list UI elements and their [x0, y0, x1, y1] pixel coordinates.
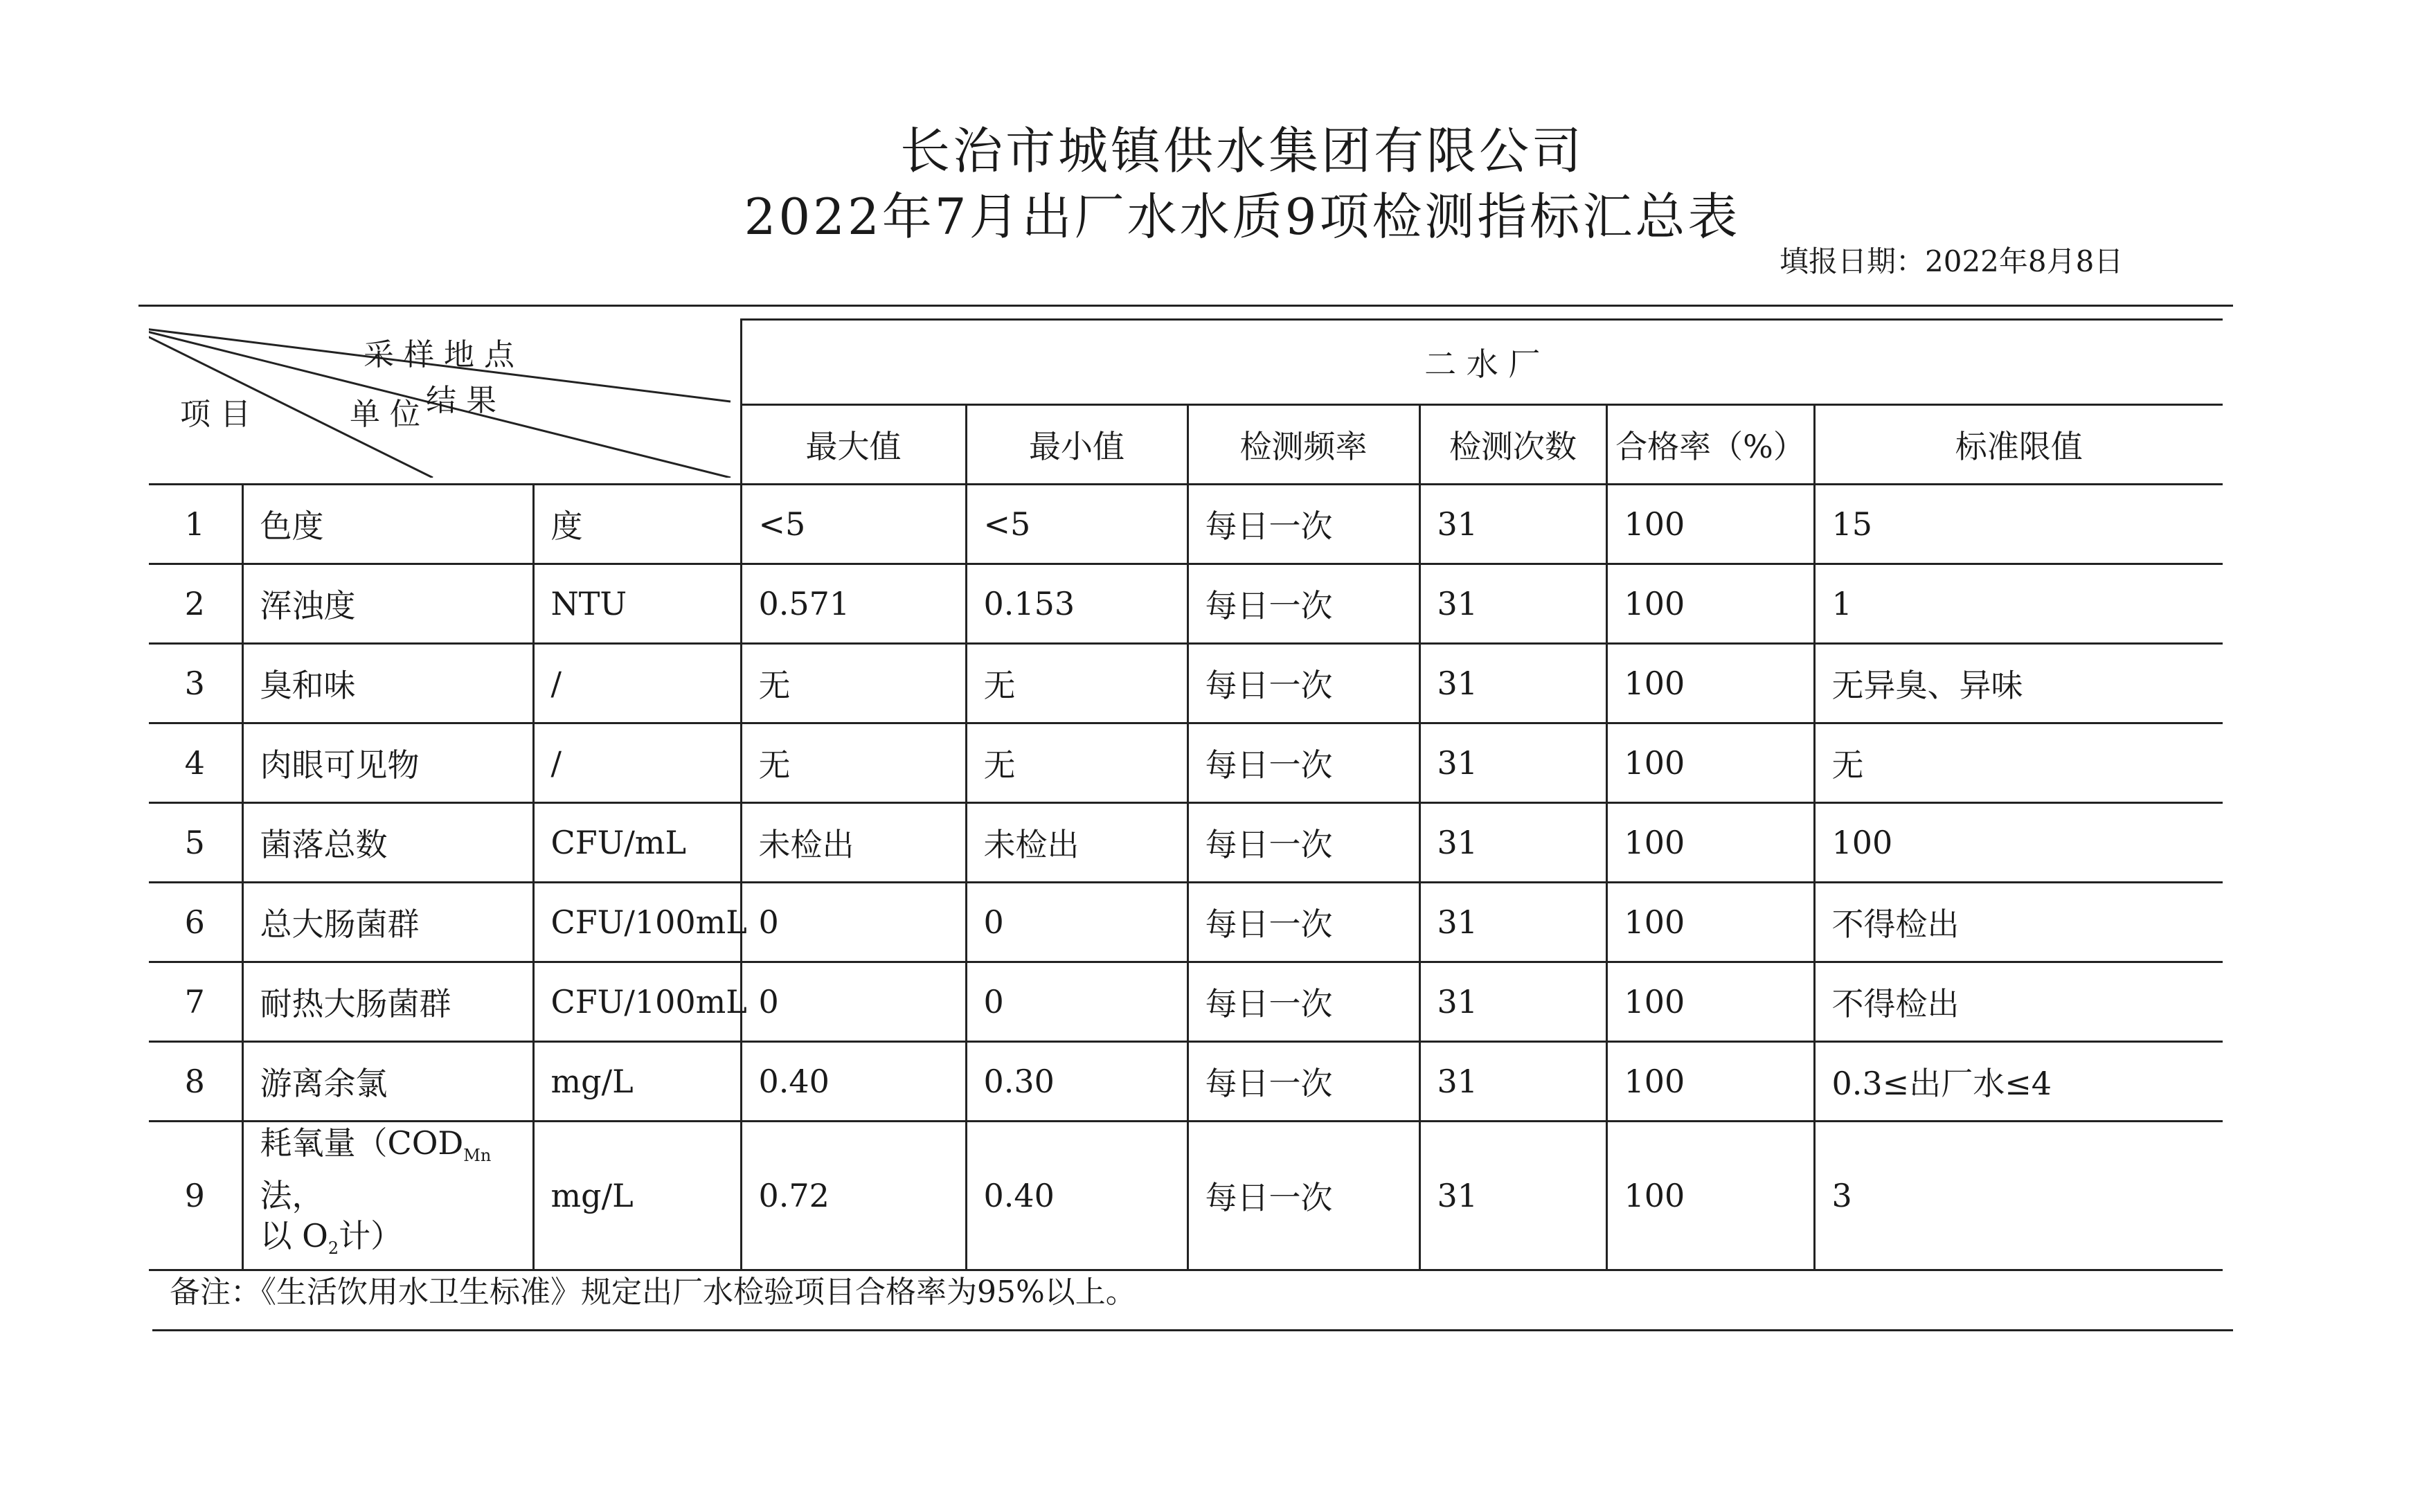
- row-item: 总大肠菌群: [242, 883, 533, 962]
- row-limit: 不得检出: [1814, 962, 2223, 1042]
- col-limit: 标准限值: [1814, 405, 2223, 485]
- table-row: [149, 723, 2223, 803]
- row-rate: 100: [1606, 485, 1814, 564]
- row-freq: 每日一次: [1187, 803, 1419, 883]
- cod-text-c: 以 O: [260, 1217, 328, 1255]
- footnote: 备注：《生活饮用水卫生标准》规定出厂水检验项目合格率为95%以上。: [170, 1275, 1136, 1310]
- row-count: 31: [1419, 564, 1606, 644]
- row-max: 无: [741, 644, 966, 723]
- row-freq: 每日一次: [1187, 644, 1419, 723]
- cod-sub-2: 2: [328, 1239, 339, 1259]
- row-item: 肉眼可见物: [242, 723, 533, 803]
- col-count: 检测次数: [1419, 405, 1606, 485]
- row-freq: 每日一次: [1187, 564, 1419, 644]
- row-count: 31: [1419, 803, 1606, 883]
- row-no: 1: [149, 485, 242, 564]
- table-row: [149, 485, 2223, 564]
- row-item: 游离余氯: [242, 1042, 533, 1122]
- col-freq: 检测频率: [1187, 405, 1419, 485]
- table-row: [149, 1042, 2223, 1122]
- bottom-rule: [152, 1329, 2233, 1331]
- diag-label-unit: 单 位: [350, 396, 420, 432]
- row-count: 31: [1419, 883, 1606, 962]
- row-freq: 每日一次: [1187, 485, 1419, 564]
- row-min: <5: [966, 485, 1187, 564]
- row-rate: 100: [1606, 644, 1814, 723]
- report-title: 2022年7月出厂水水质9项检测指标汇总表: [744, 188, 1741, 246]
- row-min: 0.153: [966, 564, 1187, 644]
- row-min: 0.30: [966, 1042, 1187, 1122]
- row-item: 菌落总数: [242, 803, 533, 883]
- table-row: [149, 1122, 2223, 1270]
- row-max: 0.72: [741, 1122, 966, 1270]
- row-max: <5: [741, 485, 966, 564]
- row-no: 5: [149, 803, 242, 883]
- row-no: 6: [149, 883, 242, 962]
- row-unit: NTU: [533, 564, 741, 644]
- row-min: 无: [966, 644, 1187, 723]
- row-freq: 每日一次: [1187, 723, 1419, 803]
- row-max: 0.40: [741, 1042, 966, 1122]
- row-no: 3: [149, 644, 242, 723]
- row-min: 未检出: [966, 803, 1187, 883]
- table-row: [149, 883, 2223, 962]
- row-count: 31: [1419, 1042, 1606, 1122]
- table-row: [149, 564, 2223, 644]
- row-rate: 100: [1606, 803, 1814, 883]
- row-rate: 100: [1606, 1122, 1814, 1270]
- row-freq: 每日一次: [1187, 883, 1419, 962]
- row-count: 31: [1419, 723, 1606, 803]
- row-freq: 每日一次: [1187, 1042, 1419, 1122]
- row-max: 0.571: [741, 564, 966, 644]
- row-no: 4: [149, 723, 242, 803]
- row-unit: CFU/100mL: [533, 962, 741, 1042]
- row-limit: 100: [1814, 803, 2223, 883]
- row-count: 31: [1419, 644, 1606, 723]
- table-row: [149, 803, 2223, 883]
- company-title: 长治市城镇供水集团有限公司: [899, 122, 1584, 180]
- col-min: 最小值: [966, 405, 1187, 485]
- row-count: 31: [1419, 962, 1606, 1042]
- row-item: 色度: [242, 485, 533, 564]
- water-quality-table: [149, 318, 2223, 1271]
- row-limit: 0.3≤出厂水≤4: [1814, 1042, 2223, 1122]
- row-no: 9: [149, 1122, 242, 1270]
- row-min: 0.40: [966, 1122, 1187, 1270]
- table-row: [149, 644, 2223, 723]
- row-rate: 100: [1606, 962, 1814, 1042]
- row-limit: 无: [1814, 723, 2223, 803]
- col-rate: 合格率（%）: [1606, 405, 1814, 485]
- diag-label-result: 结 果: [426, 382, 496, 418]
- row-unit: mg/L: [533, 1042, 741, 1122]
- row-unit: CFU/mL: [533, 803, 741, 883]
- row-no: 8: [149, 1042, 242, 1122]
- row-freq: 每日一次: [1187, 962, 1419, 1042]
- cod-text-d: 计）: [339, 1217, 403, 1255]
- row-item-cod: [242, 1122, 533, 1270]
- row-rate: 100: [1606, 883, 1814, 962]
- top-rule: [138, 305, 2233, 307]
- row-limit: 15: [1814, 485, 2223, 564]
- row-unit: /: [533, 644, 741, 723]
- fill-date: 填报日期：2022年8月8日: [1780, 244, 2124, 278]
- row-item: 耐热大肠菌群: [242, 962, 533, 1042]
- cod-sub-mn: Mn: [463, 1146, 492, 1166]
- row-unit: CFU/100mL: [533, 883, 741, 962]
- row-max: 0: [741, 883, 966, 962]
- row-count: 31: [1419, 1122, 1606, 1270]
- row-limit: 3: [1814, 1122, 2223, 1270]
- row-min: 0: [966, 962, 1187, 1042]
- row-min: 无: [966, 723, 1187, 803]
- row-count: 31: [1419, 485, 1606, 564]
- row-unit: /: [533, 723, 741, 803]
- row-rate: 100: [1606, 564, 1814, 644]
- row-max: 未检出: [741, 803, 966, 883]
- row-rate: 100: [1606, 723, 1814, 803]
- row-max: 0: [741, 962, 966, 1042]
- row-no: 2: [149, 564, 242, 644]
- cod-text-a: 耗氧量（COD: [260, 1124, 464, 1162]
- row-item: 浑浊度: [242, 564, 533, 644]
- table-row: [149, 962, 2223, 1042]
- diag-label-item: 项 目: [180, 396, 251, 432]
- diag-label-sampling: 采 样 地 点: [364, 336, 514, 372]
- row-limit: 1: [1814, 564, 2223, 644]
- row-limit: 无异臭、异味: [1814, 644, 2223, 723]
- row-no: 7: [149, 962, 242, 1042]
- row-max: 无: [741, 723, 966, 803]
- cod-text-b: 法，: [260, 1177, 324, 1215]
- plant-header: 二 水 厂: [741, 320, 2223, 405]
- row-unit: 度: [533, 485, 741, 564]
- row-min: 0: [966, 883, 1187, 962]
- row-freq: 每日一次: [1187, 1122, 1419, 1270]
- diagonal-header: [149, 320, 741, 485]
- row-limit: 不得检出: [1814, 883, 2223, 962]
- row-unit: mg/L: [533, 1122, 741, 1270]
- row-rate: 100: [1606, 1042, 1814, 1122]
- row-item: 臭和味: [242, 644, 533, 723]
- col-max: 最大值: [741, 405, 966, 485]
